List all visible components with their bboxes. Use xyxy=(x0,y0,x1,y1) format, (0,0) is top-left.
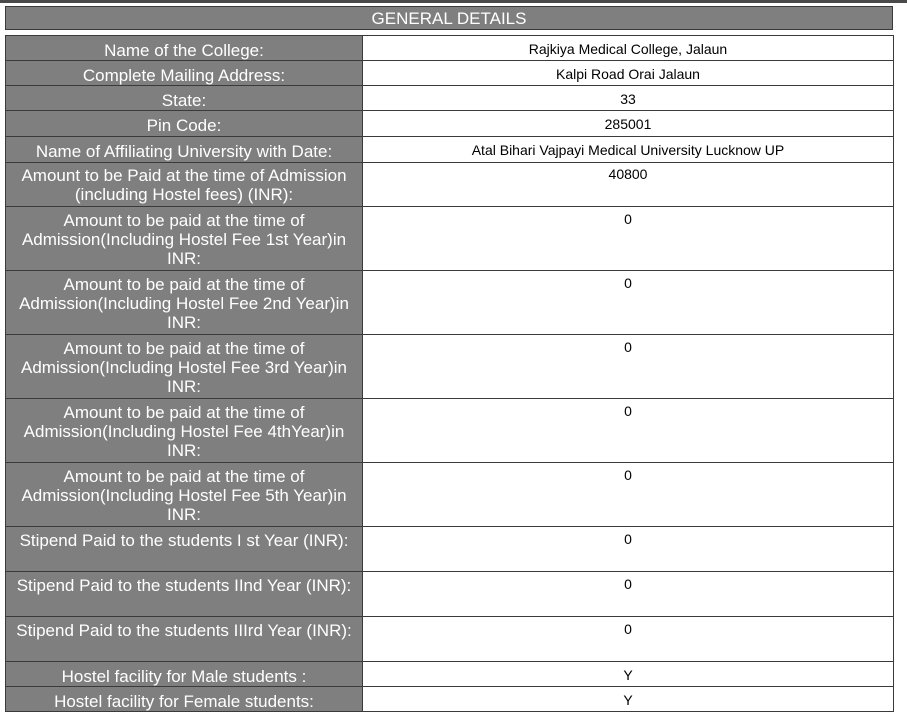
field-value xyxy=(363,137,894,163)
table-row xyxy=(6,662,894,687)
field-label xyxy=(6,572,363,617)
table-row xyxy=(6,111,894,137)
section-header: GENERAL DETAILS xyxy=(5,6,893,30)
table-row xyxy=(6,687,894,712)
field-value xyxy=(363,687,894,712)
field-label xyxy=(6,527,363,572)
hostel-male-value: Y xyxy=(623,667,633,683)
table-row xyxy=(6,163,894,207)
stipend-year3-value: 0 xyxy=(624,621,632,637)
stipend-year2-label: Stipend Paid to the students IInd Year (INR): xyxy=(16,576,352,595)
admission-amount-label: Amount to be Paid at the time of Admission (including Hostel fees) (INR): xyxy=(21,166,347,204)
field-value xyxy=(363,163,894,207)
field-value xyxy=(363,271,894,335)
mailing-address-value: Kalpi Road Orai Jalaun xyxy=(556,66,700,82)
affiliating-university-value: Atal Bihari Vajpayi Medical University Lucknow UP xyxy=(471,142,785,158)
field-value xyxy=(363,463,894,527)
hostel-fee-year2-value: 0 xyxy=(624,275,632,291)
college-name-label: Name of the College: xyxy=(104,41,264,60)
state-value: 33 xyxy=(620,91,636,107)
field-value xyxy=(363,527,894,572)
college-name-value: Rajkiya Medical College, Jalaun xyxy=(528,41,728,57)
hostel-female-value: Y xyxy=(623,692,633,708)
field-value xyxy=(363,662,894,687)
stipend-year1-label: Stipend Paid to the students I st Year (INR): xyxy=(19,531,349,550)
hostel-fee-year2-label: Amount to be paid at the time of Admission(Including Hostel Fee 2nd Year)in INR: xyxy=(19,275,349,332)
table-row xyxy=(6,463,894,527)
table-row xyxy=(6,61,894,86)
hostel-fee-year5-value: 0 xyxy=(624,467,632,483)
general-details-table xyxy=(5,35,894,712)
pin-code-value: 285001 xyxy=(604,116,652,132)
field-value xyxy=(363,207,894,271)
hostel-fee-year1-label: Amount to be paid at the time of Admission(Including Hostel Fee 1st Year)in INR: xyxy=(21,211,347,268)
field-label xyxy=(6,271,363,335)
field-label xyxy=(6,163,363,207)
stipend-year2-value: 0 xyxy=(624,576,632,592)
field-value xyxy=(363,86,894,111)
field-label xyxy=(6,662,363,687)
field-value xyxy=(363,61,894,86)
hostel-fee-year1-value: 0 xyxy=(624,211,632,227)
hostel-male-label: Hostel facility for Male students : xyxy=(61,667,307,686)
field-value xyxy=(363,36,894,61)
table-row xyxy=(6,572,894,617)
table-row xyxy=(6,399,894,463)
stipend-year1-value: 0 xyxy=(624,531,632,547)
admission-amount-value: 40800 xyxy=(608,166,648,182)
field-label xyxy=(6,463,363,527)
hostel-female-label: Hostel facility for Female students: xyxy=(54,692,314,711)
field-label xyxy=(6,207,363,271)
hostel-fee-year3-label: Amount to be paid at the time of Admission(Including Hostel Fee 3rd Year)in INR: xyxy=(20,339,347,396)
field-value xyxy=(363,617,894,662)
hostel-fee-year5-label: Amount to be paid at the time of Admission(Including Hostel Fee 5th Year)in INR: xyxy=(21,467,347,524)
table-row xyxy=(6,86,894,111)
pin-code-label: Pin Code: xyxy=(146,116,222,135)
hostel-fee-year3-value: 0 xyxy=(624,339,632,355)
field-value xyxy=(363,572,894,617)
field-value xyxy=(363,111,894,137)
field-label xyxy=(6,61,363,86)
table-row xyxy=(6,527,894,572)
field-label xyxy=(6,86,363,111)
affiliating-university-label: Name of Affiliating University with Date: xyxy=(35,142,333,161)
table-row xyxy=(6,617,894,662)
table-row xyxy=(6,137,894,163)
table-row xyxy=(6,335,894,399)
field-label xyxy=(6,111,363,137)
hostel-fee-year4-label: Amount to be paid at the time of Admission(Including Hostel Fee 4thYear)in INR: xyxy=(23,403,345,460)
field-label xyxy=(6,36,363,61)
top-rule xyxy=(0,0,907,3)
field-value xyxy=(363,399,894,463)
table-row xyxy=(6,271,894,335)
field-label xyxy=(6,137,363,163)
table-row xyxy=(6,207,894,271)
field-label xyxy=(6,399,363,463)
field-label xyxy=(6,687,363,712)
mailing-address-label: Complete Mailing Address: xyxy=(82,66,286,85)
hostel-fee-year4-value: 0 xyxy=(624,403,632,419)
field-label xyxy=(6,335,363,399)
stipend-year3-label: Stipend Paid to the students IIIrd Year (INR): xyxy=(16,621,352,640)
table-row xyxy=(6,36,894,61)
field-value xyxy=(363,335,894,399)
field-label xyxy=(6,617,363,662)
state-label: State: xyxy=(161,91,207,110)
